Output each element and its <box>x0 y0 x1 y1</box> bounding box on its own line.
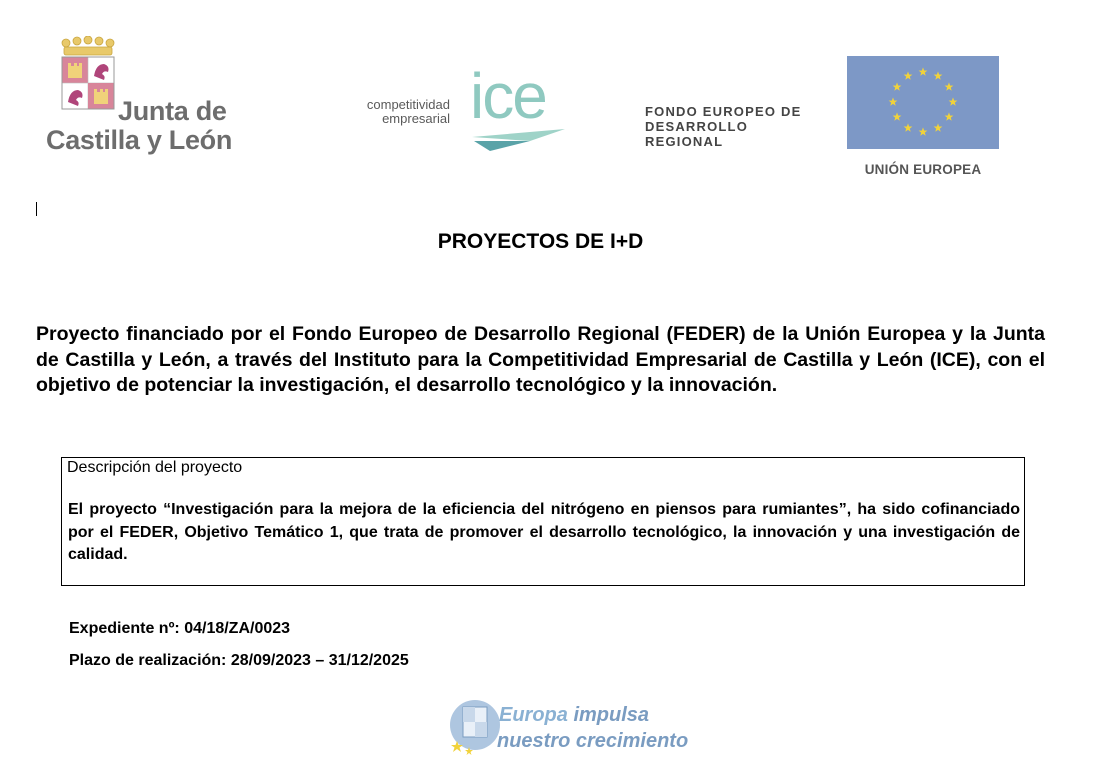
ice-logo-caption <box>338 98 450 126</box>
page-title: PROYECTOS DE I+D <box>437 230 644 253</box>
europa-impulsa-line2: nuestro crecimiento <box>497 730 689 752</box>
expediente-number: Expediente nº: 04/18/ZA/0023 <box>69 620 291 637</box>
europa-impulsa-line1 <box>499 704 649 726</box>
ice-caption-line2: empresarial <box>382 111 450 126</box>
junta-logo-line2: Castilla y León <box>46 125 233 155</box>
feder-logo-text <box>645 104 801 149</box>
eu-label: UNIÓN EUROPEA <box>864 162 982 177</box>
description-title: Descripción del proyecto <box>67 459 243 476</box>
eu-flag-icon <box>847 56 999 149</box>
ice-logo-word: ice <box>470 60 546 132</box>
europa-impulsa-word1: Europa <box>499 704 568 726</box>
plazo-realizacion: Plazo de realización: 28/09/2023 – 31/12/2025 <box>69 652 409 669</box>
europa-impulsa-word2: impulsa <box>573 704 650 726</box>
feder-line1: FONDO EUROPEO DE <box>645 104 802 119</box>
feder-line3: REGIONAL <box>645 134 724 149</box>
ice-swoosh-icon <box>470 125 570 155</box>
junta-logo-line1: Junta de <box>118 96 227 126</box>
europa-impulsa-badge-icon <box>449 695 501 757</box>
intro-paragraph: Proyecto financiado por el Fondo Europeo de Desarrollo Regional (FEDER) de la Unión Europea y la Junta de Castilla y León, a través del Instituto para la Competitividad Empresarial de Castilla y León (ICE), con el objetivo de potenciar la investigación, el desarrollo tecnológico y la innovación. <box>36 323 1045 396</box>
junta-logo-text <box>46 97 232 155</box>
ice-caption-line1: competitividad <box>366 97 450 112</box>
text-cursor <box>36 202 37 216</box>
feder-line2: DESARROLLO <box>645 119 748 134</box>
description-text: El proyecto “Investigación para la mejora de la eficiencia del nitrógeno en piensos para rumiantes”, ha sido cofinanciado por el FEDER, Objetivo Temático 1, que trata de promover el desarrollo tecnológico, la innovación y una investigación de calidad. <box>68 501 1020 563</box>
